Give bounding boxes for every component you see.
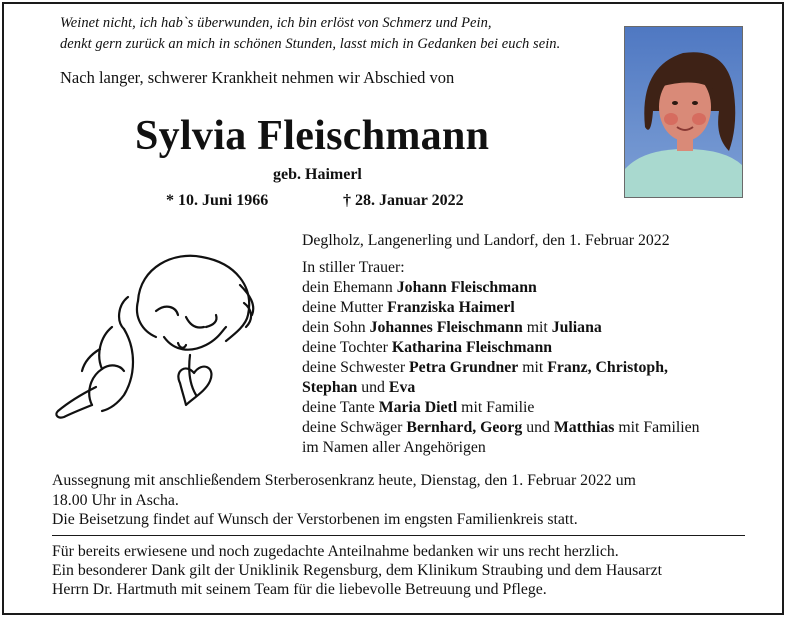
mourner-text: mit (518, 359, 548, 376)
service-line-1: Aussegnung mit anschließendem Sterberosenkranz heute, Dienstag, den 1. Februar 2022 um (52, 472, 636, 489)
mourner-name: Juliana (551, 319, 602, 336)
service-line-3: Die Beisetzung findet auf Wunsch der Verstorbenen im engsten Familienkreis statt. (52, 511, 578, 528)
thanks-line-1: Für bereits erwiesene und noch zugedachte Anteilnahme bedanken wir uns recht herzlich. (52, 543, 619, 560)
thanks-line-2: Ein besonderer Dank gilt der Uniklinik Regensburg, dem Klinikum Straubing und dem Hausarzt (52, 562, 662, 579)
mourner-line (302, 379, 415, 397)
mourner-line (302, 419, 700, 437)
mourner-text: dein Ehemann (302, 279, 397, 296)
mourner-text: deine Schwester (302, 359, 410, 376)
portrait-illustration (625, 27, 743, 198)
mourner-name: Matthias (553, 419, 615, 436)
mourner-name: Maria Dietl (378, 399, 458, 416)
portrait-photo (624, 26, 743, 198)
mourner-text: und (522, 419, 554, 436)
quote-line-2: denkt gern zurück an mich in schönen Stunden, lasst mich in Gedanken bei euch sein. (60, 36, 561, 52)
mourner-line (302, 299, 515, 317)
deceased-name: Sylvia Fleischmann (135, 113, 490, 159)
mourner-name: Eva (388, 379, 416, 396)
service-line-2: 18.00 Uhr in Ascha. (52, 492, 179, 509)
angel-icon (40, 245, 265, 430)
mourner-text: deine Tante (302, 399, 379, 416)
mourners-heading: In stiller Trauer: (302, 259, 405, 276)
mourner-name: Bernhard, Georg (406, 419, 523, 436)
mourner-name: Franziska Haimerl (387, 299, 515, 316)
mourner-line (302, 279, 537, 297)
mourner-name: Petra Grundner (409, 359, 519, 376)
mourner-text: mit (522, 319, 552, 336)
mourner-text: deine Tochter (302, 339, 392, 356)
mourner-name: Johann Fleischmann (396, 279, 537, 296)
quote-line-1: Weinet nicht, ich hab`s überwunden, ich bin erlöst von Schmerz und Pein, (60, 15, 492, 31)
death-date: † 28. Januar 2022 (343, 192, 464, 209)
mourner-line (302, 319, 602, 337)
mourner-text: mit Familie (457, 399, 535, 416)
mourner-text: deine Mutter (302, 299, 388, 316)
mourner-line (302, 339, 552, 357)
mourner-text: dein Sohn (302, 319, 370, 336)
mourner-line (302, 359, 668, 377)
maiden-name: geb. Haimerl (273, 166, 362, 183)
section-divider (52, 535, 745, 536)
mourner-text: und (357, 379, 389, 396)
intro-text: Nach langer, schwerer Krankheit nehmen wir Abschied von (60, 68, 455, 87)
thanks-line-3: Herrn Dr. Hartmuth mit seinem Team für die liebevolle Betreuung und Pflege. (52, 581, 547, 598)
mourner-text: mit Familien (614, 419, 700, 436)
mourner-name: Franz, Christoph, (547, 359, 668, 376)
mourner-text: deine Schwäger (302, 419, 407, 436)
mourner-line (302, 399, 534, 417)
mourner-name: Katharina Fleischmann (391, 339, 553, 356)
place-date: Deglholz, Langenerling und Landorf, den 1. Februar 2022 (302, 232, 670, 249)
mourner-line (302, 439, 486, 457)
birth-date: * 10. Juni 1966 (166, 192, 269, 209)
mourner-name: Stephan (302, 379, 358, 396)
mourner-text: im Namen aller Angehörigen (302, 439, 486, 456)
mourner-name: Johannes Fleischmann (369, 319, 523, 336)
